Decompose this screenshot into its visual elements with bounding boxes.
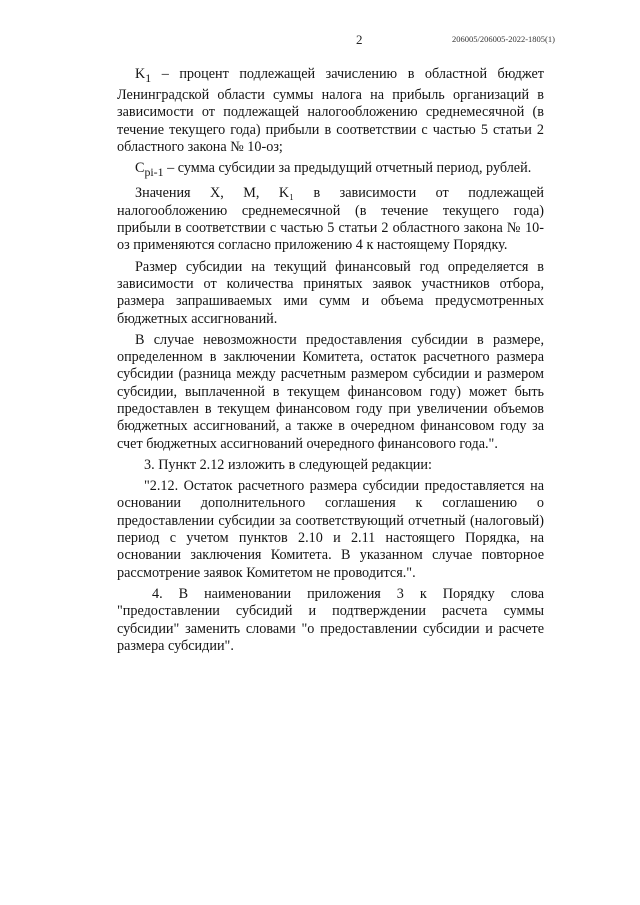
document-body	[117, 66, 544, 659]
definition-cpi	[117, 160, 544, 181]
symbol-k-subscript: 1	[145, 70, 152, 85]
document-code: 206005/206005-2022-1805(1)	[452, 34, 555, 44]
symbol-c-subscript: pi-1	[144, 165, 164, 180]
page-number: 2	[356, 32, 363, 47]
symbol-k: K	[135, 66, 146, 82]
paragraph-item-2-12: "2.12. Остаток расчетного размера субсидии предоставляется на основании дополнительного соглашения к соглашению о предоставлении субсидии за соответствующий отчетный (налоговый) период с учетом пунктов 2.10 и 2.11 настоящего Порядка, на основании заключения Комитета. В указанном случае повторное рассмотрение заявок Комитетом не проводится.".	[117, 478, 544, 581]
paragraph-item-4: 4. В наименовании приложения 3 к Порядку слова "предоставлении субсидий и подтверждении расчета суммы субсидии" заменить словами "о предоставлении субсидии и расчете размера субсидии".	[117, 585, 544, 654]
paragraph-subsidy-size: Размер субсидии на текущий финансовый год определяется в зависимости от количества принятых заявок участников отбора, размера запрашиваемых ими сумм и объема предусмотренных бюджетных ассигнований.	[117, 258, 544, 327]
definition-cpi-text: – сумма субсидии за предыдущий отчетный период, рублей.	[163, 160, 532, 177]
symbol-c: C	[135, 160, 145, 177]
paragraph-impossibility: В случае невозможности предоставления субсидии в размере, определенном в заключении Комитета, остаток расчетного размера субсидии (разница между расчетным размером субсидии и размером субсидии, выплаченной в текущем финансовом году) может быть предоставлен в текущем финансовом году при увеличении объемов бюджетных ассигнований, а также в очередном финансовом году за счет бюджетных ассигнований очередного финансового года.".	[117, 331, 544, 452]
definition-k1-text: – процент подлежащей зачислению в областной бюджет Ленинградской области суммы налога на прибыль организаций в зависимости от подлежащей налогообложению среднемесячной (в течение текущего года) прибыли в соответствии с частью 5 статьи 2 областного закона № 10-оз;	[117, 66, 544, 156]
definition-k1	[117, 66, 544, 156]
paragraph-item-3: 3. Пункт 2.12 изложить в следующей редакции:	[144, 456, 432, 473]
paragraph-values: Значения X, M, K₁ в зависимости от подлежащей налогообложению среднемесячной (в течение текущего года) прибыли в соответствии с частью 5 статьи 2 областного закона № 10-оз применяются согласно приложению 4 к настоящему Порядку.	[117, 185, 544, 254]
